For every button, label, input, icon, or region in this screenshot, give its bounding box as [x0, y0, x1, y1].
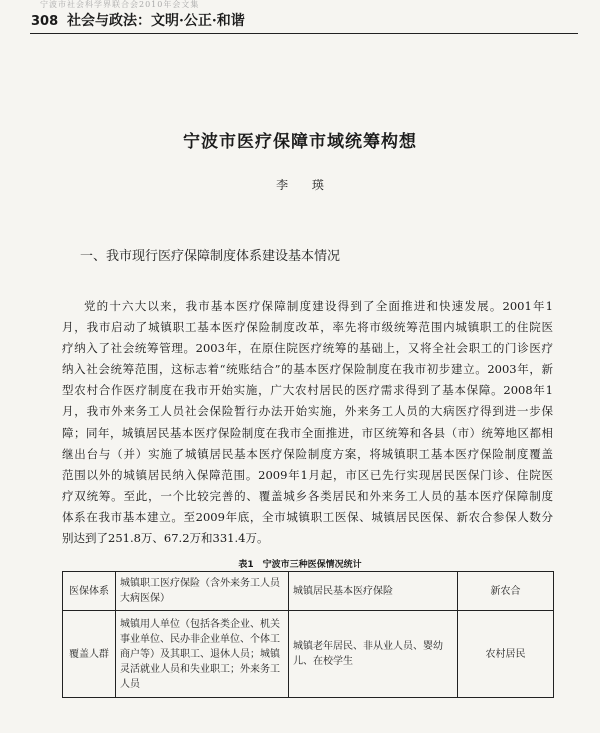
paragraph-line: 继出台与（并）实施了城镇居民基本医疗保险制度方案，将城镇职工基本医疗保险制度覆盖 [62, 446, 553, 461]
page-number: 308 [31, 14, 59, 29]
table-header-row [63, 572, 554, 611]
paragraph-line: 纳入社会统筹范围，这标志着“统账结合”的基本医疗保险制度在我市初步建立。2003年，新 [62, 362, 553, 377]
table-cell: 城镇老年居民、非从业人员、婴幼儿、在校学生 [289, 611, 458, 698]
body-paragraph [62, 296, 553, 549]
header-rule [30, 33, 578, 34]
table-row [63, 611, 554, 698]
table-cell: 城镇用人单位（包括各类企业、机关事业单位、民办非企业单位、个体工商户等）及其职工、退休人员；城镇灵活就业人员和失业职工；外来务工人员 [116, 611, 289, 698]
table-caption: 表1 宁波市三种医保情况统计 [238, 560, 362, 570]
table-header-cell: 城镇职工医疗保险（含外来务工人员大病医保） [116, 572, 289, 611]
paragraph-line: 疗双统筹。至此，一个比较完善的、覆盖城乡各类居民和外来务工人员的基本医疗保障制度 [62, 488, 553, 503]
article-title: 宁波市医疗保障市域统筹构想 [183, 132, 417, 152]
paragraph-line: 体系在我市基本建立。至2009年底，全市城镇职工医保、城镇居民医保、新农合参保人数分 [62, 509, 553, 524]
paragraph-line: 障；同年，城镇居民基本医疗保险制度在我市全面推进，市区统筹和各县（市）统筹地区都相 [62, 425, 553, 440]
paragraph-line: 月，我市启动了城镇职工基本医疗保险制度改革，率先将市级统筹范围内城镇职工的住院医 [62, 320, 553, 335]
table-cell: 覆盖人群 [63, 611, 116, 698]
paragraph-line: 月，我市外来务工人员社会保险暂行办法开始实施，外来务工人员的大病医疗得到进一步保 [62, 404, 553, 419]
table-header-cell: 城镇居民基本医疗保险 [289, 572, 458, 611]
paragraph-line: 疗纳入了社会统筹管理。2003年，在原住院医疗统筹的基础上，又将全社会职工的门诊医疗 [62, 341, 553, 356]
paragraph-line: 范围以外的城镇居民纳入保障范围。2009年1月起，市区已先行实现居民医保门诊、住院医 [62, 467, 553, 482]
paragraph-line: 型农村合作医疗制度在我市开始实施，广大农村居民的医疗需求得到了基本保障。2008年1 [62, 383, 553, 398]
section-heading: 一、我市现行医疗保障制度体系建设基本情况 [80, 249, 341, 264]
table-header-cell: 新农合 [458, 572, 554, 611]
running-title: 社会与政法：文明·公正·和谐 [67, 13, 245, 29]
table-header-cell: 医保体系 [63, 572, 116, 611]
paragraph-line: 党的十六大以来，我市基本医疗保障制度建设得到了全面推进和快速发展。2001年1 [84, 299, 553, 313]
paragraph-line: 别达到了251.8万、67.2万和331.4万。 [62, 531, 269, 546]
medical-insurance-table [62, 571, 554, 698]
article-author: 李 瑛 [276, 178, 334, 192]
table-cell: 农村居民 [458, 611, 554, 698]
faded-top-text: 宁波市社会科学界联合会2010年会文集 [40, 0, 200, 9]
running-header [31, 10, 551, 32]
